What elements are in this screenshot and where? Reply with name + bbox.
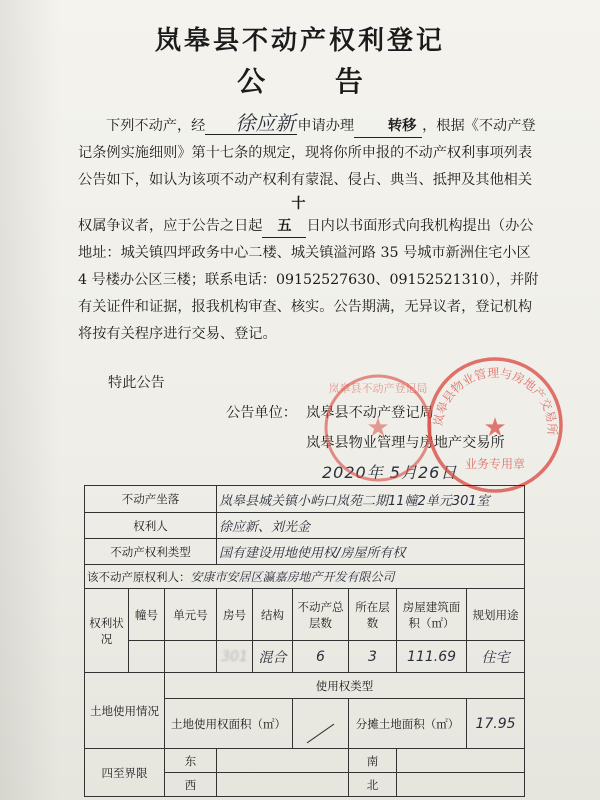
notice-body [78, 112, 543, 347]
north-label: 北 [349, 773, 397, 797]
body-intro: 下列不动产，经 [106, 118, 206, 134]
value-building [129, 641, 165, 673]
body-regulation: ，根据《不动产登记条例实施细则》第十七条的规定，现将你所申报的不动产权利事项列表公告如下，如认为该项不动产权利有蒙混、侵占、典当、抵押及其他相关权属争议者，应于公告之日起 [78, 118, 536, 235]
applicant-name: 徐应新 [205, 112, 297, 135]
issuer-label: 公告单位： [226, 405, 297, 421]
svg-text:岚皋县不动产登记局: 岚皋县不动产登记局 [328, 382, 428, 395]
business-type: 转移 [354, 115, 422, 138]
shared-area-value: 17.95 [467, 699, 525, 749]
south-value [397, 749, 525, 773]
notice-paragraph [78, 112, 543, 347]
seal-center-text: 业务专用章 [464, 457, 526, 471]
value-floor: 3 [349, 641, 397, 673]
value-room: 301 [217, 641, 253, 673]
value-structure: 混合 [253, 641, 293, 673]
boundary-label: 四至界限 [85, 749, 165, 797]
original-owner-value: 安康市安居区瀛嘉房地产开发有限公司 [190, 570, 395, 584]
value-unit [165, 641, 217, 673]
notice-heading: 公 告 [237, 65, 393, 98]
west-label: 西 [165, 773, 217, 797]
body-contact: 日内以书面形式向我机构提出（办公地址：城关镇四坪政务中心二楼、城关镇溢河路 35 号城市新洲住宅小区 4 号楼办公区三楼；联系电话：09152527630、09152521310），并附有关证件和证据，报我机构审查、核实。公告期满，无异议者，登记机构将按有关程序进行交易、登记。 [78, 218, 539, 342]
value-total-floors: 6 [293, 641, 349, 673]
header-total-floors: 不动产总层数 [293, 589, 349, 641]
location-label: 不动产坐落 [85, 486, 217, 513]
right-type-value: 国有建设用地使用权/房屋所有权 [217, 539, 525, 565]
objection-days: 十五 [262, 193, 306, 238]
shared-area-label: 分摊土地面积（㎡） [349, 699, 467, 749]
land-area-value [293, 699, 349, 749]
header-floor: 所在层数 [349, 589, 397, 641]
east-label: 东 [165, 749, 217, 773]
land-use-right-label: 使用权类型 [165, 673, 525, 699]
south-label: 南 [349, 749, 397, 773]
value-area: 111.69 [397, 641, 467, 673]
property-table [84, 485, 525, 797]
header-structure: 结构 [253, 589, 293, 641]
value-use: 住宅 [467, 641, 525, 673]
page-shadow [0, 0, 60, 800]
notice-date: 2020年 5月26日 [322, 463, 458, 482]
header-building: 幢号 [129, 589, 165, 641]
issuer-org-1: 岚皋县不动产登记局 [306, 405, 434, 421]
svg-text:岚皋县物业管理与房地产交易所: 岚皋县物业管理与房地产交易所 [430, 365, 560, 436]
owner-value: 徐应新、刘光金 [217, 513, 525, 539]
status-label: 权利状况 [85, 589, 129, 673]
east-value [217, 749, 349, 773]
header-use: 规划用途 [467, 589, 525, 641]
page-title: 岚皋县不动产权利登记 [154, 26, 445, 56]
closing-remark: 特此公告 [108, 375, 165, 391]
right-type-label: 不动产权利类型 [85, 539, 217, 565]
official-seal-right [420, 350, 570, 500]
original-owner-row [85, 565, 525, 589]
header-area: 房屋建筑面积（㎡） [397, 589, 467, 641]
body-apply: 申请办理 [297, 118, 355, 134]
location-value: 岚皋县城关镇小屿口岚苑二期11幢2单元301室 [217, 486, 525, 513]
svg-text:★: ★ [483, 413, 507, 443]
header-room: 房号 [217, 589, 253, 641]
svg-text:★: ★ [366, 413, 390, 443]
land-area-label: 土地使用权面积（㎡） [165, 699, 293, 749]
west-value [217, 773, 349, 797]
owner-label: 权利人 [85, 513, 217, 539]
land-label: 土地使用情况 [85, 673, 165, 749]
header-unit: 单元号 [165, 589, 217, 641]
north-value [397, 773, 525, 797]
original-owner-label: 该不动产原权利人： [87, 570, 191, 584]
issuer-org-2: 岚皋县物业管理与房地产交易所 [306, 435, 505, 451]
